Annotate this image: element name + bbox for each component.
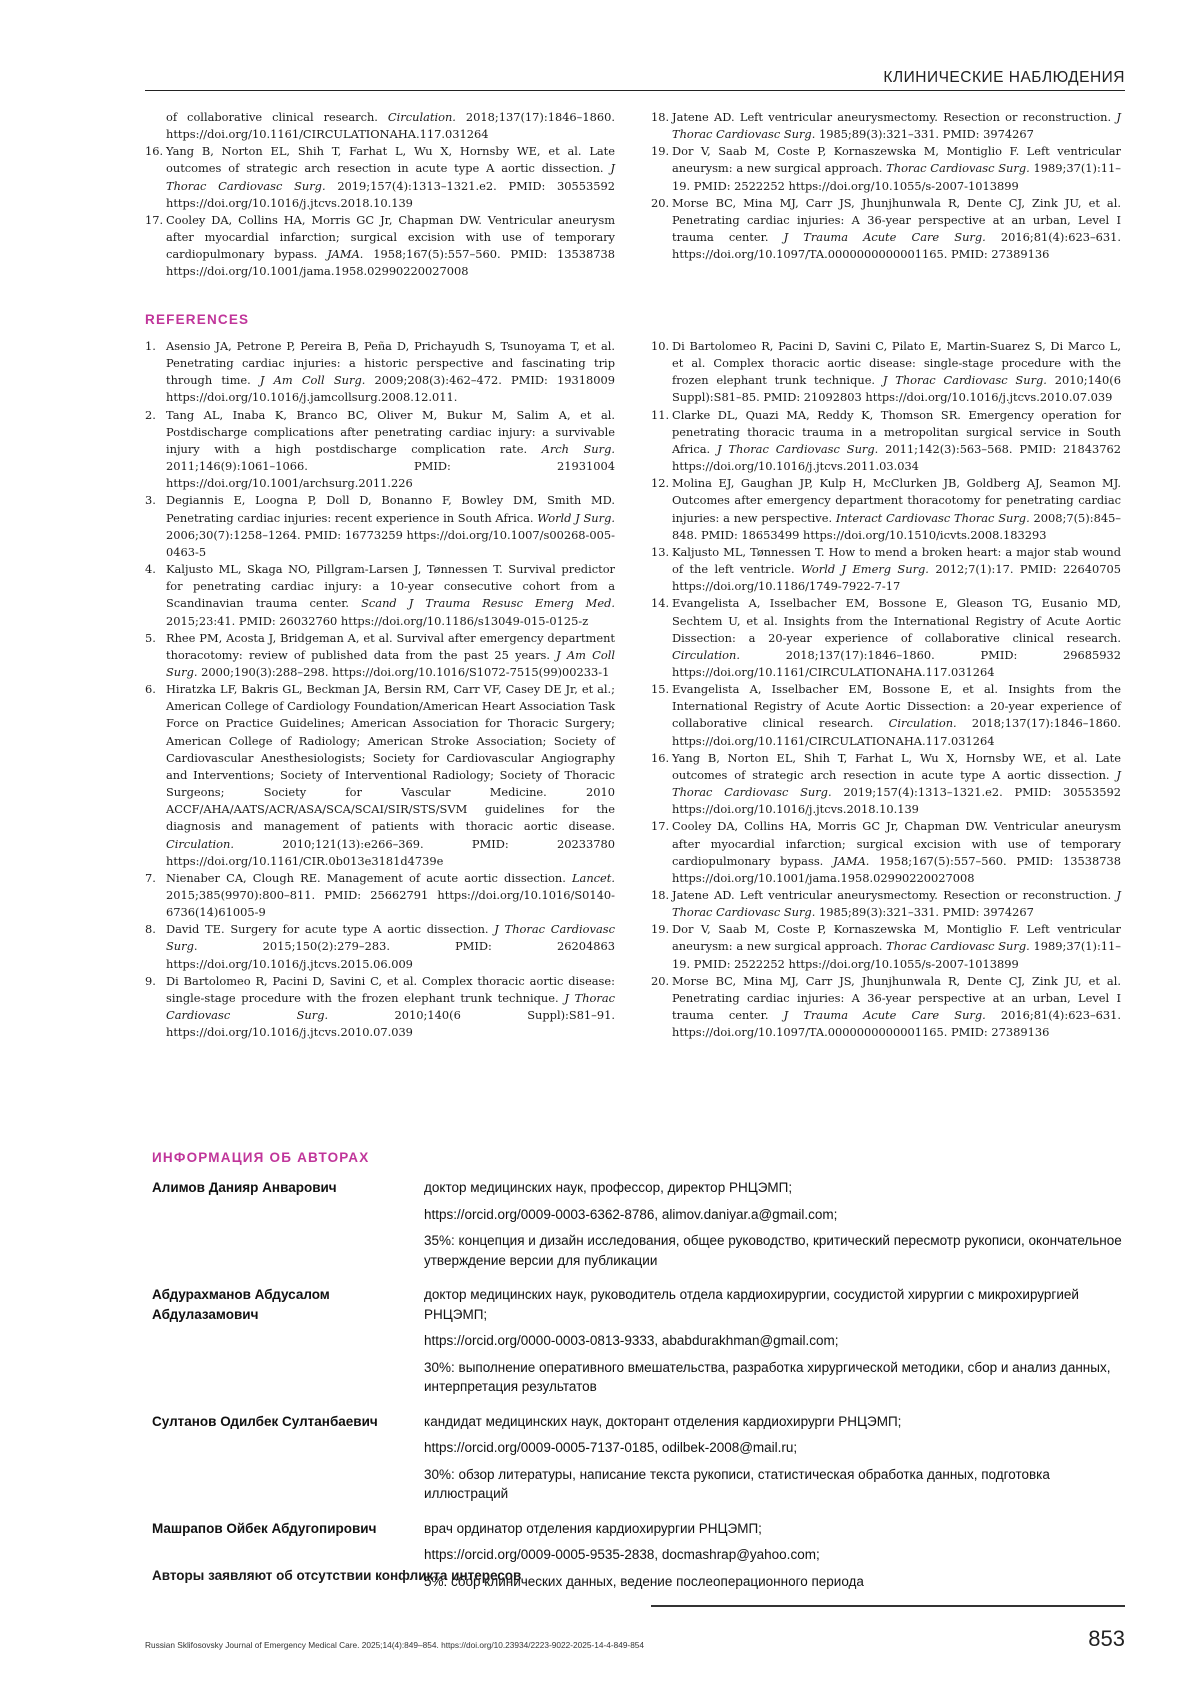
author-detail-line: 30%: выполнение оперативного вмешательства, разработка хирургической методики, сбор и анализ данных, интерпретация результатов <box>424 1359 1111 1394</box>
author-name: Абдурахманов Абдусалом Абдулазамович <box>152 1287 330 1322</box>
reference-text: Morse BC, Mina MJ, Carr JS, Jhunjhunwala R, Dente CJ, Zink JU, et al. Penetrating cardiac injuries: A 36-year perspective at an urban, Level I trauma center. J Trauma Acute Care Surg. 2016;81(4):623–631. https://doi.org/10.1097/TA.0000000000001165. PMID: 27389136 <box>672 195 1121 262</box>
reference-list <box>651 338 1121 1041</box>
reference-list <box>145 109 615 281</box>
reference-number: 13. <box>651 544 670 559</box>
header-rule <box>145 90 1125 91</box>
author-detail-line: кандидат медицинских наук, докторант отделения кардиохирурги РНЦЭМП; <box>424 1413 902 1429</box>
reference-item <box>651 143 1121 194</box>
reference-number: 7. <box>145 870 156 885</box>
reference-text: Cooley DA, Collins HA, Morris GC Jr, Chapman DW. Ventricular aneurysm after myocardial infarction; surgical excision with use of temporary cardiopulmonary bypass. JAMA. 1958;167(5):557–560. PMID: 13538738 https://doi.org/10.1001/jama.1958.02990220027008 <box>166 212 615 279</box>
reference-text: Evangelista A, Isselbacher EM, Bossone E, Gleason TG, Eusanio MD, Sechtem U, et al. Insights from the International Registry of Acute Aortic Dissection: a 20-year experience of collaborative clinical research. Circulation. 2018;137(17):1846–1860. PMID: 29685932 https://doi.org/10.1161/CIRCULATIONAHA.117.031264 <box>672 596 1121 679</box>
reference-text: Kaljusto ML, Skaga NO, Pillgram-Larsen J, Tønnessen T. Survival predictor for penetrating cardiac injury: a 10-year consecutive cohort from a Scandinavian trauma center. Scand J Trauma Resusc Emerg Med. 2015;23:41. PMID: 26032760 https://doi.org/10.1186/s13049-015-0125-z <box>166 562 615 628</box>
reference-number: 19. <box>651 922 670 937</box>
reference-number: 4. <box>145 562 156 577</box>
author-detail-line: https://orcid.org/0009-0003-6362-8786, alimov.daniyar.a@gmail.com; <box>424 1206 838 1222</box>
reference-number: 20. <box>651 195 670 210</box>
author-row <box>152 1285 1132 1404</box>
reference-text: David TE. Surgery for acute type A aortic dissection. J Thorac Cardiovasc Surg. 2015;150(2):279–283. PMID: 26204863 https://doi.org/10.1016/j.jtcvs.2015.06.009 <box>166 922 615 971</box>
reference-item <box>651 750 1121 819</box>
reference-number: 20. <box>651 973 670 988</box>
reference-item <box>145 109 615 143</box>
reference-list <box>651 109 1121 263</box>
reference-item <box>145 338 615 407</box>
reference-item <box>651 818 1121 887</box>
author-name: Машрапов Ойбек Абдугопирович <box>152 1520 377 1536</box>
reference-text: Nienaber CA, Clough RE. Management of acute aortic dissection. Lancet. 2015;385(9970):800–811. PMID: 25662791 https://doi.org/10.1016/S0140-6736(14)61005-9 <box>166 870 615 920</box>
reference-item <box>145 630 615 681</box>
reference-item <box>145 212 615 281</box>
author-detail-line: https://orcid.org/0000-0003-0813-9333, ababdurakhman@gmail.com; <box>424 1333 839 1348</box>
reference-number: 18. <box>651 110 670 124</box>
reference-item <box>651 475 1121 544</box>
reference-item <box>145 973 615 1042</box>
page-number: 853 <box>1088 1626 1125 1651</box>
reference-text: Molina EJ, Gaughan JP, Kulp H, McClurken JB, Goldberg AJ, Seamon MJ. Outcomes after emergency department thoracotomy for penetrating cardiac injuries: a new perspective. Interact Cardiovasc Thorac Surg. 2008;7(5):845–848. PMID: 18653499 https://doi.org/10.1510/icvts.2008.183293 <box>672 476 1122 542</box>
reference-item <box>145 870 615 921</box>
reference-text: Rhee PM, Acosta J, Bridgeman A, et al. Survival after emergency department thoracotomy: review of published data from the past 25 years. J Am Coll Surg. 2000;190(3):288–298. https://doi.org/10.1016/S1072-7515(99)00233-1 <box>166 630 615 679</box>
reference-list <box>145 338 615 1041</box>
reference-item <box>145 561 615 630</box>
reference-item <box>145 921 615 972</box>
reference-text: Di Bartolomeo R, Pacini D, Savini C, et al. Complex thoracic aortic disease: single-stage procedure with the frozen elephant trunk technique. J Thorac Cardiovasc Surg. 2010;140(6 Suppl):S81–91. https://doi.org/10.1016/j.jtcvs.2010.07.039 <box>166 973 615 1040</box>
reference-number: 15. <box>651 682 670 697</box>
reference-number: 14. <box>651 596 670 611</box>
reference-item <box>651 595 1121 681</box>
author-detail-line: 35%: концепция и дизайн исследования, общее руководство, критический пересмотр рукописи, окончательное утверждение версии для публикации <box>424 1233 1122 1268</box>
reference-number: 1. <box>145 339 156 353</box>
reference-text: Jatene AD. Left ventricular aneurysmectomy. Resection or reconstruction. J Thorac Cardiovasc Surg. 1985;89(3):321–331. PMID: 3974267 <box>672 110 1121 142</box>
reference-number: 11. <box>651 407 670 422</box>
reference-item <box>145 681 615 870</box>
footer-rule <box>651 1605 1125 1607</box>
reference-number: 9. <box>145 973 156 988</box>
reference-item <box>651 921 1121 972</box>
running-header: КЛИНИЧЕСКИЕ НАБЛЮДЕНИЯ <box>883 69 1125 86</box>
reference-number: 16. <box>145 144 164 159</box>
author-details <box>424 1178 1124 1277</box>
reference-number: 17. <box>145 212 164 227</box>
reference-number: 19. <box>651 144 670 159</box>
reference-number: 10. <box>651 339 670 353</box>
author-detail-line: доктор медицинских наук, профессор, директор РНЦЭМП; <box>424 1180 793 1195</box>
author-detail-line: 30%: обзор литературы, написание текста рукописи, статистическая обработка данных, подготовка иллюстраций <box>424 1466 1050 1501</box>
references-heading: REFERENCES <box>145 312 250 327</box>
reference-text: Yang B, Norton EL, Shih T, Farhat L, Wu X, Hornsby WE, et al. Late outcomes of strategic arch resection in acute type A aortic dissection. J Thorac Cardiovasc Surg. 2019;157(4):1313–1321.e2. PMID: 30553592 https://doi.org/10.1016/j.jtcvs.2018.10.139 <box>672 750 1122 817</box>
author-detail-line: https://orcid.org/0009-0005-7137-0185, odilbek-2008@mail.ru; <box>424 1440 798 1455</box>
reference-number: 5. <box>145 630 156 645</box>
reference-text: Kaljusto ML, Tønnessen T. How to mend a broken heart: a major stab wound of the left ventricle. World J Emerg Surg. 2012;7(1):17. PMID: 22640705 https://doi.org/10.1186/1749-7922-7-17 <box>672 544 1121 594</box>
reference-item <box>651 887 1121 921</box>
references-right-column <box>651 338 1121 1041</box>
reference-item <box>651 407 1121 476</box>
authors-table <box>152 1178 1132 1606</box>
reference-number: 6. <box>145 682 156 697</box>
author-details <box>424 1285 1124 1404</box>
reference-text: Morse BC, Mina MJ, Carr JS, Jhunjhunwala R, Dente CJ, Zink JU, et al. Penetrating cardiac injuries: A 36-year perspective at an urban, Level I trauma center. J Trauma Acute Care Surg. 2016;81(4):623–631. https://doi.org/10.1097/TA.0000000000001165. PMID: 27389136 <box>672 973 1121 1040</box>
reference-item <box>145 407 615 493</box>
reference-text: Di Bartolomeo R, Pacini D, Savini C, Pilato E, Martin-Suarez S, Di Marco L, et al. Complex thoracic aortic disease: single-stage procedure with the frozen elephant trunk technique. J Thorac Cardiovasc Surg. 2010;140(6 Suppl):S81–85. PMID: 21092803 https://doi.org/10.1016/j.jtcvs.2010.07.039 <box>672 339 1121 405</box>
reference-text: Degiannis E, Loogna P, Doll D, Bonanno F, Bowley DM, Smith MD. Penetrating cardiac injuries: recent experience in South Africa. World J Surg. 2006;30(7):1258–1264. PMID: 16773259 https://doi.org/10.1007/s00268-005-0463-5 <box>166 493 615 559</box>
author-detail-line: доктор медицинских наук, руководитель отдела кардиохирургии, сосудистой хирургии с микрохирургией РНЦЭМП; <box>424 1287 1079 1322</box>
author-detail-line: 5%: сбор клинических данных, ведение послеоперационного периода <box>424 1573 864 1589</box>
reference-text: Tang AL, Inaba K, Branco BC, Oliver M, Bukur M, Salim A, et al. Postdischarge complications after penetrating cardiac injury: a survivable injury with a high postdischarge complication rate. Arch Surg. 2011;146(9):1061–1066. PMID: 21931004 https://doi.org/10.1001/archsurg.2011.226 <box>166 407 615 491</box>
reference-text: Asensio JA, Petrone P, Pereira B, Peña D, Prichayudh S, Tsunoyama T, et al. Penetrating cardiac injuries: a historic perspective and fascinating trip through time. J Am Coll Surg. 2009;208(3):462–472. PMID: 19318009 https://doi.org/10.1016/j.jamcollsurg.2008.12.011. <box>166 339 615 405</box>
conflict-statement: Авторы заявляют об отсутствии конфликта интересов <box>152 1568 522 1583</box>
author-detail-line: https://orcid.org/0009-0005-9535-2838, docmashrap@yahoo.com; <box>424 1547 820 1562</box>
reference-text: Yang B, Norton EL, Shih T, Farhat L, Wu X, Hornsby WE, et al. Late outcomes of strategic arch resection in acute type A aortic dissection. J Thorac Cardiovasc Surg. 2019;157(4):1313–1321.e2. PMID: 30553592 https://doi.org/10.1016/j.jtcvs.2018.10.139 <box>166 144 616 210</box>
reference-item <box>651 681 1121 750</box>
author-details <box>424 1412 1124 1511</box>
footer-citation: Russian Sklifosovsky Journal of Emergency Medical Care. 2025;14(4):849–854. https://doi.org/10.23934/2223-9022-2025-14-4-849-854 <box>145 1640 645 1650</box>
reference-text: Evangelista A, Isselbacher EM, Bossone E, et al. Insights from the International Registry of Acute Aortic Dissection: a 20-year experience of collaborative clinical research. Circulation. 2018;137(17):1846–1860. https://doi.org/10.1161/CIRCULATIONAHA.117.031264 <box>672 682 1122 748</box>
references-left-column <box>145 338 615 1041</box>
reference-item <box>651 973 1121 1042</box>
reference-item <box>145 143 615 212</box>
author-row <box>152 1178 1132 1277</box>
author-row <box>152 1519 1132 1599</box>
reference-number: 16. <box>651 750 670 765</box>
top-right-references <box>651 109 1121 263</box>
reference-item <box>651 109 1121 143</box>
author-name: Алимов Данияр Анварович <box>152 1180 337 1195</box>
reference-item <box>651 338 1121 407</box>
reference-number: 17. <box>651 819 670 834</box>
reference-number: 3. <box>145 493 156 508</box>
reference-text: Hiratzka LF, Bakris GL, Beckman JA, Bersin RM, Carr VF, Casey DE Jr, et al.; American College of Cardiology Foundation/American Heart Association Task Force on Practice Guidelines; American Association for Thoracic Surgery; American College of Radiology; American Stroke Association; Society of Cardiovascular Anesthesiologists; Society for Cardiovascular Angiography and Interventions; Society of Interventional Radiology; Society of Thoracic Surgeons; Society for Vascular Medicine. 2010 ACCF/AHA/AATS/ACR/ASA/SCA/SCAI/SIR/STS/SVM guidelines for the diagnosis and management of patients with thoracic aortic disease. Circulation. 2010;121(13):e266–369. PMID: 20233780 https://doi.org/10.1161/CIR.0b013e3181d4739e <box>166 682 615 868</box>
reference-text: Dor V, Saab M, Coste P, Kornaszewska M, Montiglio F. Left ventricular aneurysm: a new surgical approach. Thorac Cardiovasc Surg. 1989;37(1):11–19. PMID: 2522252 https://doi.org/10.1055/s-2007-1013899 <box>672 922 1121 971</box>
authors-info-heading: ИНФОРМАЦИЯ ОБ АВТОРАХ <box>152 1150 370 1165</box>
reference-text: Cooley DA, Collins HA, Morris GC Jr, Chapman DW. Ventricular aneurysm after myocardial infarction; surgical excision with use of temporary cardiopulmonary bypass. JAMA. 1958;167(5):557–560. PMID: 13538738 https://doi.org/10.1001/jama.1958.02990220027008 <box>672 819 1121 885</box>
reference-number: 2. <box>145 407 156 422</box>
reference-number: 8. <box>145 922 156 937</box>
author-name: Султанов Одилбек Султанбаевич <box>152 1413 378 1429</box>
top-left-references <box>145 109 615 281</box>
reference-item <box>651 544 1121 595</box>
reference-text: Jatene AD. Left ventricular aneurysmectomy. Resection or reconstruction. J Thorac Cardiovasc Surg. 1985;89(3):321–331. PMID: 3974267 <box>672 888 1121 920</box>
reference-text: of collaborative clinical research. Circulation. 2018;137(17):1846–1860. https://doi.org/10.1161/CIRCULATIONAHA.117.031264 <box>166 110 615 142</box>
reference-item <box>651 195 1121 264</box>
reference-text: Dor V, Saab M, Coste P, Kornaszewska M, Montiglio F. Left ventricular aneurysm: a new surgical approach. Thorac Cardiovasc Surg. 1989;37(1):11–19. PMID: 2522252 https://doi.org/10.1055/s-2007-1013899 <box>672 144 1121 193</box>
reference-text: Clarke DL, Quazi MA, Reddy K, Thomson SR. Emergency operation for penetrating thoracic trauma in a metropolitan surgical service in South Africa. J Thorac Cardiovasc Surg. 2011;142(3):563–568. PMID: 21843762 https://doi.org/10.1016/j.jtcvs.2011.03.034 <box>672 407 1121 474</box>
author-row <box>152 1412 1132 1511</box>
reference-item <box>145 492 615 561</box>
reference-number: 12. <box>651 476 670 491</box>
author-detail-line: врач ординатор отделения кардиохирургии РНЦЭМП; <box>424 1520 762 1536</box>
reference-number: 18. <box>651 888 670 902</box>
author-details <box>424 1519 1124 1599</box>
